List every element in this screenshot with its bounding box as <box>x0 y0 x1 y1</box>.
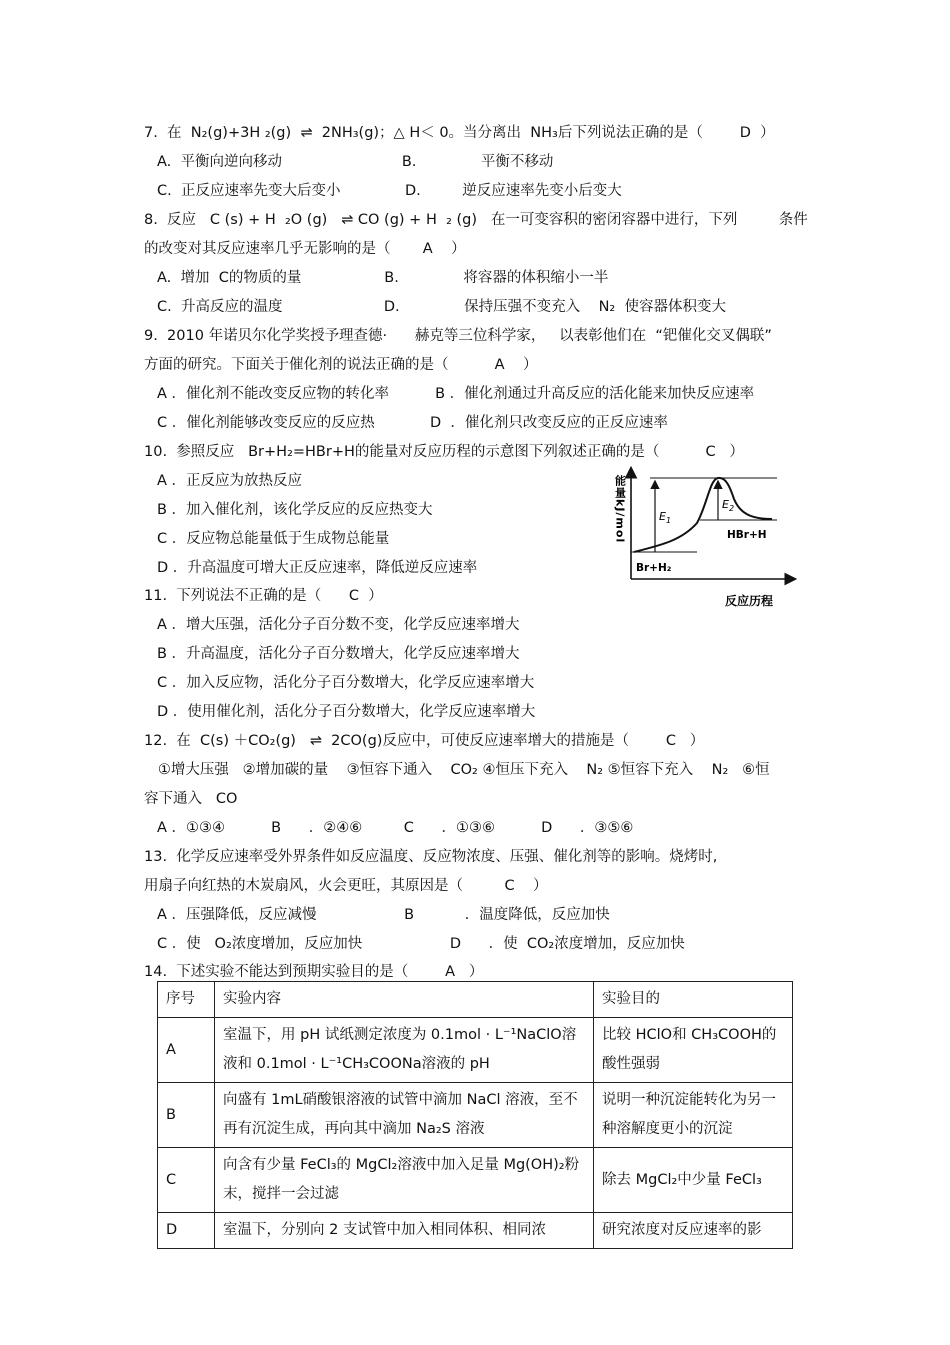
q10-option-a: A ．正反应为放热反应 <box>157 473 303 489</box>
reactant-label: Br+H₂ <box>636 562 672 574</box>
header-cell: 实验目的 <box>594 982 793 1018</box>
q12-measures-cont: 容下通入 CO <box>144 791 238 807</box>
row-purpose: 说明一种沉淀能转化为另一种溶解度更小的沉淀 <box>594 1083 793 1148</box>
q10-option-d: D ．升高温度可增大正反应速率，降低逆反应速率 <box>157 560 478 576</box>
y-axis-label: 能量kJ/mol <box>613 475 627 544</box>
q10-option-c: C ．反应物总能量低于生成物总能量 <box>157 531 390 547</box>
row-content: 室温下，分别向 2 支试管中加入相同体积、相同浓 <box>215 1213 594 1249</box>
row-content: 室温下，用 pH 试纸测定浓度为 0.1mol · L⁻¹NaClO溶液和 0.1mol · L⁻¹CH₃COONa溶液的 pH <box>215 1018 594 1083</box>
table-row <box>158 1083 793 1148</box>
row-purpose: 除去 MgCl₂中少量 FeCl₃ <box>594 1148 793 1213</box>
header-cell: 序号 <box>158 982 215 1018</box>
row-id: C <box>158 1148 215 1213</box>
e1-label: $E_1$ <box>659 510 672 525</box>
q12-options: A ．①③④ B ．②④⑥ C ．①③⑥ D ．③⑤⑥ <box>157 820 634 836</box>
q11-stem: 11. 下列说法不正确的是（ C ） <box>144 588 383 604</box>
row-purpose: 研究浓度对反应速率的影 <box>594 1213 793 1249</box>
q13-options-cd: C ．使 O₂浓度增加，反应加快 D ．使 CO₂浓度增加，反应加快 <box>157 936 685 952</box>
product-label: HBr+H <box>727 529 767 541</box>
q9-options-ab: A ．催化剂不能改变反应物的转化率 B ．催化剂通过升高反应的活化能来加快反应速率 <box>157 386 755 402</box>
table-row <box>158 1148 793 1213</box>
q13-options-ab: A ．压强降低，反应减慢 B ．温度降低，反应加快 <box>157 907 610 923</box>
q11-option-b: B ．升高温度，活化分子百分数增大，化学反应速率增大 <box>157 646 520 662</box>
q11-option-a: A ．增大压强，活化分子百分数不变，化学反应速率增大 <box>157 617 520 633</box>
q11-option-c: C ．加入反应物，活化分子百分数增大，化学反应速率增大 <box>157 675 535 691</box>
row-content: 向含有少量 FeCl₃的 MgCl₂溶液中加入足量 Mg(OH)₂粉末，搅拌一会过滤 <box>215 1148 594 1213</box>
q8-options-ab: A. 增加 C的物质的量 B. 将容器的体积缩小一半 <box>157 270 609 286</box>
q12-measures: ①增大压强 ②增加碳的量 ③恒容下通入 CO₂ ④恒压下充入 N₂ ⑤恒容下充入 N₂ ⑥恒 <box>144 762 770 778</box>
q9-options-cd: C ．催化剂能够改变反应的反应热 D ．催化剂只改变反应的正反应速率 <box>157 415 668 431</box>
q7-options-cd: C. 正反应速率先变大后变小 D. 逆反应速率先变小后变大 <box>157 183 622 199</box>
x-axis-label: 反应历程 <box>725 594 774 608</box>
e2-label: $E_2$ <box>722 498 735 513</box>
q12-stem: 12. 在 C(s) ＋CO₂(g) ⇌ 2CO(g)反应中，可使反应速率增大的措施是（ C ） <box>144 733 705 749</box>
table-header-row <box>158 982 793 1018</box>
table-row <box>158 1213 793 1249</box>
row-id: A <box>158 1018 215 1083</box>
energy-diagram <box>612 465 812 615</box>
row-id: D <box>158 1213 215 1249</box>
q8-stem: 8. 反应 C (s) + H ₂O (g) ⇌ CO (g) + H ₂ (g) 在一可变容积的密闭容器中进行，下列 条件 <box>144 212 808 228</box>
q7-stem: 7. 在 N₂(g)+3H ₂(g) ⇌ 2NH₃(g)；△ H＜ 0。当分离出 NH₃后下列说法正确的是（ D ） <box>144 125 775 141</box>
row-content: 向盛有 1mL硝酸银溶液的试管中滴加 NaCl 溶液，至不再有沉淀生成，再向其中滴加 Na₂S 溶液 <box>215 1083 594 1148</box>
q10-stem: 10. 参照反应 Br+H₂=HBr+H的能量对反应历程的示意图下列叙述正确的是（ C ） <box>144 444 744 460</box>
q10-option-b: B ．加入催化剂，该化学反应的反应热变大 <box>157 502 433 518</box>
q13-stem-cont: 用扇子向红热的木炭扇风，火会更旺，其原因是（ C ） <box>144 878 548 894</box>
q7-options-ab: A. 平衡向逆向移动 B. 平衡不移动 <box>157 154 554 170</box>
q9-stem: 9. 2010 年诺贝尔化学奖授予理查德· 赫克等三位科学家， 以表彰他们在 “钯催化交叉偶联” <box>144 328 772 344</box>
q14-stem: 14. 下述实验不能达到预期实验目的是（ A ） <box>144 964 484 980</box>
row-purpose: 比较 HClO和 CH₃COOH的酸性强弱 <box>594 1018 793 1083</box>
q9-stem-cont: 方面的研究。下面关于催化剂的说法正确的是（ A ） <box>144 357 538 373</box>
experiment-table <box>157 981 793 1249</box>
header-cell: 实验内容 <box>215 982 594 1018</box>
q13-stem: 13. 化学反应速率受外界条件如反应温度、反应物浓度、压强、催化剂等的影响。烧烤时, <box>144 849 718 865</box>
q11-option-d: D ．使用催化剂，活化分子百分数增大，化学反应速率增大 <box>157 704 536 720</box>
q8-options-cd: C. 升高反应的温度 D. 保持压强不变充入 N₂ 使容器体积变大 <box>157 299 726 315</box>
table-row <box>158 1018 793 1083</box>
q8-stem-cont: 的改变对其反应速率几乎无影响的是（ A ） <box>144 241 466 257</box>
row-id: B <box>158 1083 215 1148</box>
